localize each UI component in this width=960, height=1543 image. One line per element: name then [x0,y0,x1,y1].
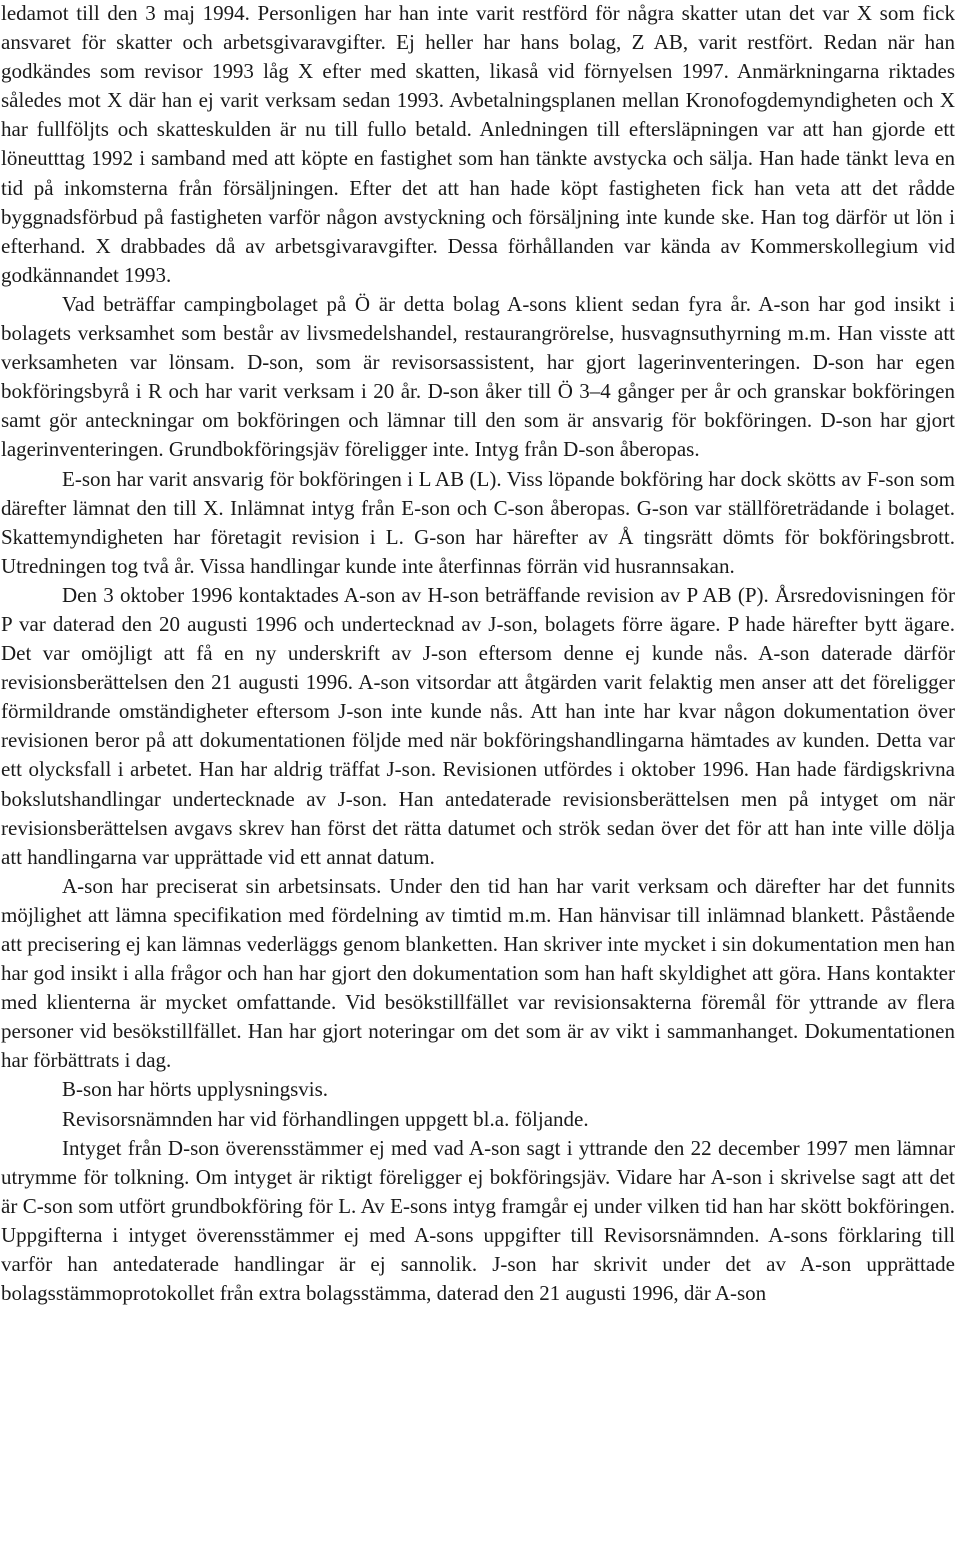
paragraph-campingbolaget: Vad beträffar campingbolaget på Ö är detta bolag A-sons klient sedan fyra år. A-son har god insikt i bolagets verksamhet som består av livsmedelshandel, restaurangrörelse, husvagnsuthyrning m.m. Han visste att verksamheten var lönsam. D-son, som är revisorsassistent, har gjort lagerinventeringen. D-son har egen bokföringsbyrå i R och har varit verksam i 20 år. D-son åker till Ö 3–4 gånger per år och granskar bokföringen samt gör anteckningar om bokföringen och lämnar till den som är ansvarig för bokföringen. D-son har gjort lagerinventeringen. Grundbokföringsjäv föreligger inte. Intyg från D-son åberopas. [1,291,955,462]
paragraph-revisorsnamnden: Revisorsnämnden har vid förhandlingen uppgett bl.a. följande. [62,1106,589,1131]
paragraph-e-son-bokforing: E-son har varit ansvarig för bokföringen i L AB (L). Viss löpande bokföring har dock skötts av F-son som därefter lämnat den till X. Inlämnat intyg från E-son och C-son åberopas. G-son var ställföreträdande i bolaget. Skattemyndigheten har företagit revision i L. G-son har härefter av Å tingsrätt dömts för bokföringsbrott. Utredningen tog två år. Vissa handlingar kunde inte återfinnas förrän vid husrannsakan. [1,466,955,578]
paragraph-continuation: ledamot till den 3 maj 1994. Personligen har han inte varit restförd för några skatter utan det var X som fick ansvaret för skatter och arbetsgivaravgifter. Ej heller har hans bolag, Z AB, varit restfört. Redan när han godkändes som revisor 1993 låg X efter med skatten, likaså vid förnyelsen 1997. Anmärkningarna riktades således mot X där han ej varit verksam sedan 1993. Avbetalningsplanen mellan Kronofogdemyndigheten och X har fullföljts och skatteskulden är nu till fullo betald. Anledningen till eftersläpningen var att han gjorde ett löneutttag 1992 i samband med att köpte en fastighet som han tänkte avstycka och sälja. Han hade tänkt leva en tid på inkomsterna från försäljningen. Efter det att han hade köpt fastigheten fick han veta att det rådde byggnadsförbud på fastigheten varför någon avstyckning och försäljning inte kunde ske. Han tog därför ut lön i efterhand. X drabbades då av arbetsgivaravgifter. Dessa förhållanden var kända av Kommerskollegium vid godkännandet 1993. [1,1,955,287]
paragraph-intyget-d-son: Intyget från D-son överensstämmer ej med vad A-son sagt i yttrande den 22 december 1997 men lämnar utrymme för tolkning. Om intyget är riktigt föreligger ej bokföringsjäv. Vidare har A-son i skrivelse sagt att det är C-son som utfört grundbokföring för L. Av E-sons intyg framgår ej under vilken tid han har skött bokföringen. Uppgifterna i intyget överensstämmer ej med A-sons uppgifter till Revisorsnämnden. A-sons förklaring till varför han antedaterade handlingar är ej sannolik. J-son har skrivit under det av A-son upprättade bolagsstämmoprotokollet från extra bolagsstämma, daterad den 21 augusti 1996, där A-son [1,1135,955,1306]
paragraph-arbetsinsats: A-son har preciserat sin arbetsinsats. Under den tid han har varit verksam och därefter har det funnits möjlighet att lämna specifikation med fördelning av timtid m.m. Han hänvisar till inlämnad blankett. Påstående att precisering ej kan lämnas vederläggs genom blanketten. Han skriver inte mycket i sin dokumentation men han har god insikt i alla frågor och han har gjort den dokumentation som han haft skyldighet att göra. Hans kontakter med klienterna är mycket omfattande. Vid besökstillfället var revisionsakterna föremål för yttrande av flera personer vid besökstillfället. Han har gjort noteringar om det som är av vikt i sammanhanget. Dokumentationen har förbättrats i dag. [1,873,955,1073]
paragraph-b-son: B-son har hörts upplysningsvis. [62,1077,329,1102]
paragraph-p-ab-revision: Den 3 oktober 1996 kontaktades A-son av H-son beträffande revision av P AB (P). Årsredovisningen för P var daterad den 20 augusti 1996 och undertecknad av J-son, bolagets förre ägare. P hade härefter bytt ägare. Det var omöjligt att få en ny underskrift av J-son eftersom denne ej kunde nås. A-son daterade därför revisionsberättelsen den 21 augusti 1996. A-son vitsordar att åtgärden varit felaktig men anser att det föreligger förmildrande omständigheter eftersom J-son inte kunde nås. Att han inte har kvar någon dokumentation över revisionen beror på att dokumentationen följde med när bokföringshandlingarna hämtades av kunden. Detta var ett olycksfall i arbetet. Han har aldrig träffat J-son. Revisionen utfördes i oktober 1996. Han hade färdigskrivna bokslutshandlingar undertecknade av J-son. Han antedaterade revisionsberättelsen men på intyget om när revisionsberättelsen avgavs skrev han först det rätta datumet och strök sedan över det för att han inte ville dölja att handlingarna var upprättade vid ett annat datum. [1,582,955,869]
document-body [1,0,955,1308]
